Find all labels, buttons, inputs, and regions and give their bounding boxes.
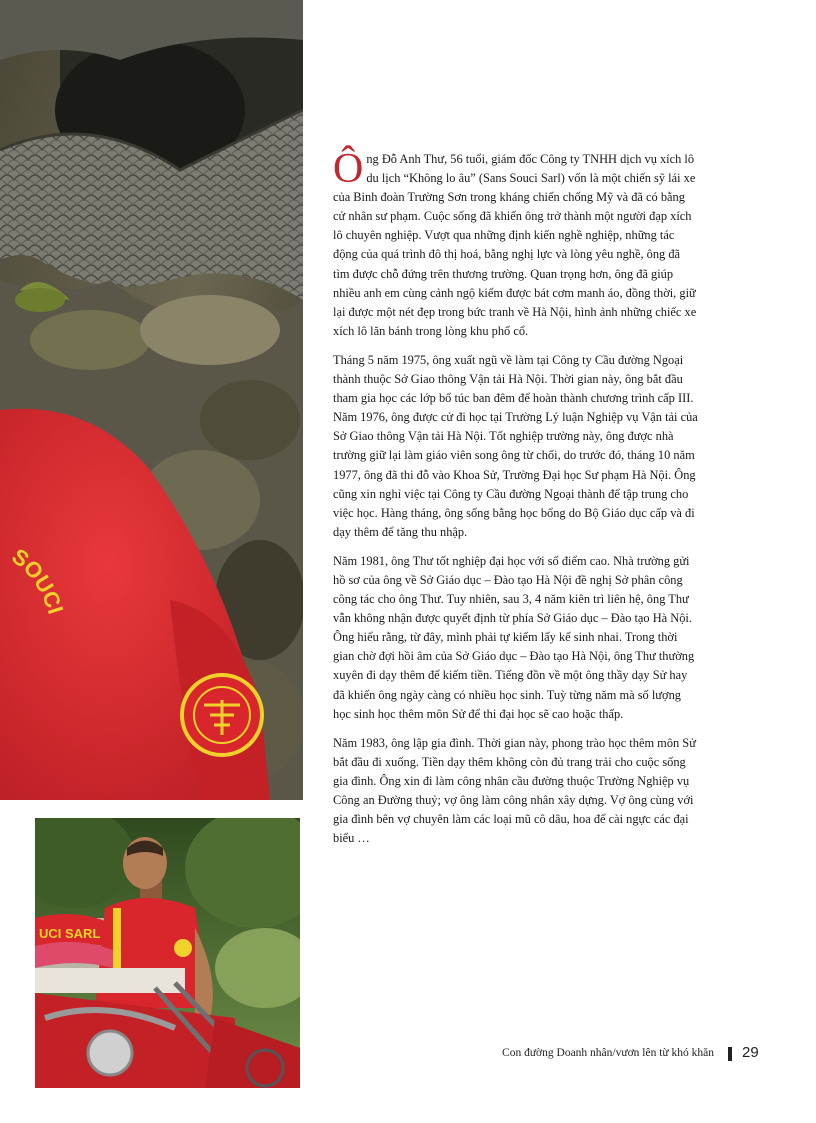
photo-cyclo-driver xyxy=(35,818,300,1088)
page-number: 29 xyxy=(742,1044,759,1061)
photo-dragon-sculpture xyxy=(0,0,303,800)
shirt-print-text: SOUCI xyxy=(7,543,69,618)
paragraph-4: Năm 1983, ông lập gia đình. Thời gian này, phong trào học thêm môn Sử bắt đầu đi xuống. Tiền dạy thêm không còn đủ trang trải cho cuộc sống gia đình. Ông xin đi làm công nhân cầu đường thuộc Trường Nghiệp vụ Công an Đường thuỷ; vợ ông làm công nhân xây dựng. Vợ ông cùng với gia đình bên vợ chuyên làm các loại mũ cô dâu, hoa để cài ngực các đại biểu … xyxy=(333,735,696,846)
page-footer xyxy=(440,1044,776,1064)
paragraph-1: Ông Đỗ Anh Thư, 56 tuổi, giám đốc Công ty TNHH dịch vụ xích lô du lịch “Không lo âu” (Sans Souci Sarl) vốn là một chiến sỹ lái xe của Binh đoàn Trường Sơn trong kháng chiến chống Mỹ và đã có bằng cử nhân sư phạm. Cuộc sống đã khiến ông trở thành một người đạp xích lô chuyên nghiệp. Vượt qua những định kiến nghề nghiệp, những tác động của quá trình đô thị hoá, bằng nghị lực và lòng yêu nghề, ông đã tìm được chỗ đứng trên thương trường. Quan trọng hơn, ông đã giúp nhiều anh em cùng cảnh ngộ kiếm được bát cơm manh áo, đồng thời, giữ lại được một nét đẹp trong bức tranh về Hà Nội, hình ảnh những chiếc xe xích lô lăn bánh trong lòng khu phố cổ. xyxy=(333,146,697,338)
footer-divider-bar xyxy=(728,1047,732,1061)
paragraph-2: Tháng 5 năm 1975, ông xuất ngũ về làm tại Công ty Cầu đường Ngoại thành thuộc Sở Giao thông Vận tải Hà Nội. Thời gian này, ông bắt đầu tham gia học các lớp bổ túc ban đêm để hoàn thành chương trình cấp III. Năm 1976, ông được cử đi học tại Trường Lý luận Nghiệp vụ Vận tải của Sở Giao thông Vận tải Hà Nội. Tốt nghiệp trường này, ông được nhà trường giữ lại làm giáo viên song ông từ chối, do trước đó, tháng 10 năm 1977, ông đã thi đỗ vào Khoa Sử, Trường Đại học Sư phạm Hà Nội. Ông cũng xin nghỉ việc tại Công ty Cầu đường Ngoại thành để tập trung cho việc học. Hàng tháng, ông sống bằng học bổng do Bộ Giáo dục cấp và đi dạy thêm để tăng thu nhập. xyxy=(333,352,698,539)
running-footer-title: Con đường Doanh nhân/vươn lên từ khó khăn xyxy=(502,1047,714,1059)
drop-cap: Ô xyxy=(333,146,364,192)
article-body xyxy=(333,146,698,858)
paragraph-3: Năm 1981, ông Thư tốt nghiệp đại học với số điểm cao. Nhà trường gửi hồ sơ của ông về Sở Giáo dục – Đào tạo Hà Nội đề nghị Sở phân công công tác cho ông Thư. Tuy nhiên, sau 3, 4 năm kiên trì liên hệ, ông Thư vẫn không nhận được quyết định từ phía Sở Giáo dục – Đào tạo Hà Nội. Ông hiểu rằng, từ đây, mình phải tự kiếm lấy kế sinh nhai. Trong thời gian chờ đợi hồi âm của Sở Giáo dục – Đào tạo Hà Nội, ông Thư thường xuyên đi dạy thêm để kiếm tiền. Tiếng đồn về một ông thầy dạy Sử hay đã khiến ông ngày càng có nhiều học sinh. Tuỳ từng năm mà số lượng học sinh học thêm môn Sử để thi đại học sẽ cao hoặc thấp. xyxy=(333,553,695,721)
cyclo-banner-text: UCI SARL xyxy=(39,926,101,941)
